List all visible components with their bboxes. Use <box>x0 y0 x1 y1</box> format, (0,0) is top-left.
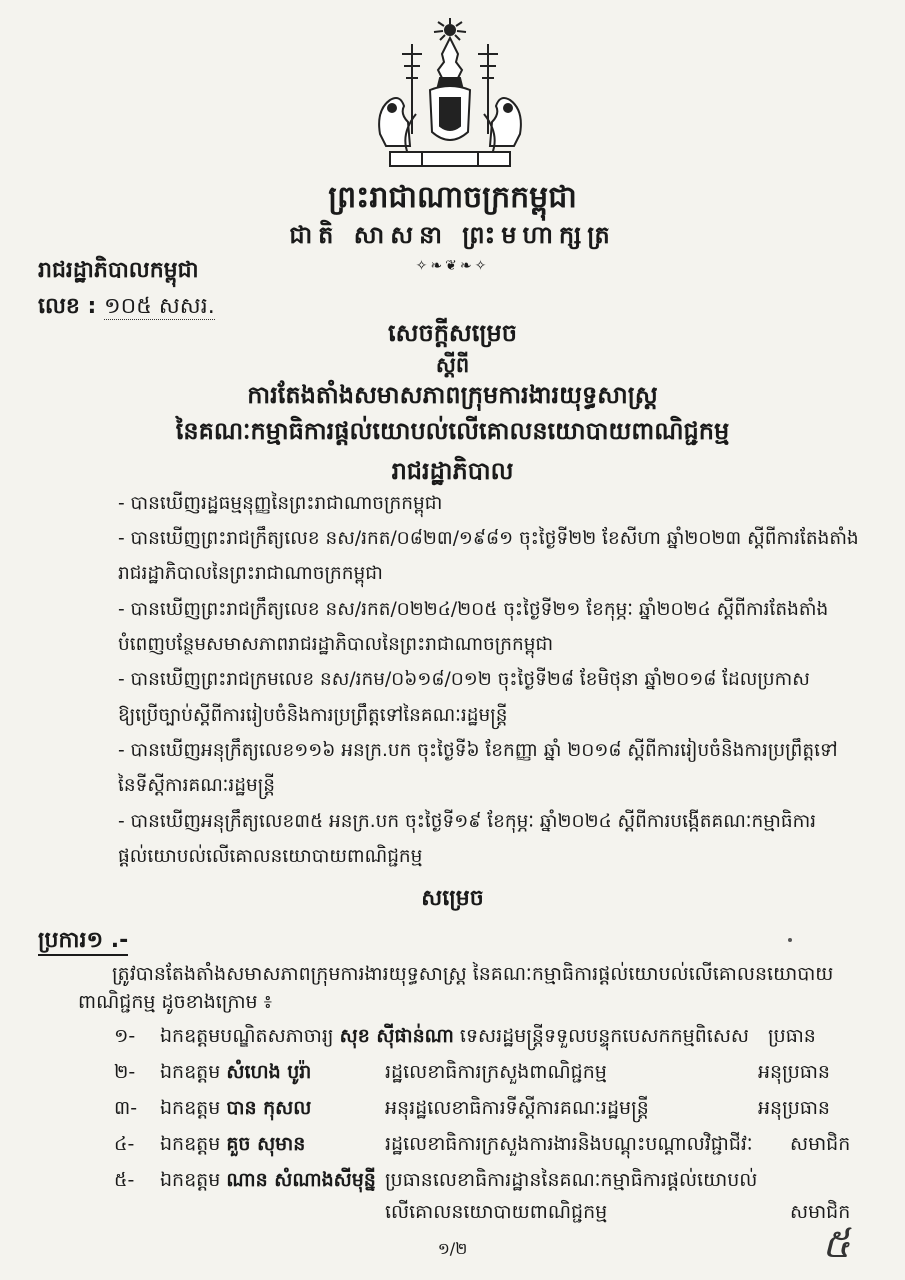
member-entry <box>160 1024 749 1052</box>
member-entry <box>160 1168 376 1196</box>
basis-line: - បានឃើញព្រះរាជក្រឹត្យលេខ នស/រកត/០២២៤/២០៥ ចុះថ្ងៃទី២១ ខែកុម្ភៈ ឆ្នាំ២០២៤ ស្តីពីការតែងតាំង <box>118 599 829 620</box>
member-name: បាន កុសល <box>226 1097 312 1119</box>
basis-line: ឱ្យប្រើច្បាប់ស្តីពីការរៀបចំនិងការប្រព្រឹត្តទៅនៃគណៈរដ្ឋមន្ត្រី <box>118 705 508 726</box>
basis-line: រាជរដ្ឋាភិបាលនៃព្រះរាជាណាចក្រកម្ពុជា <box>118 563 383 584</box>
government-name: រាជរដ្ឋាភិបាលកម្ពុជា <box>38 258 199 283</box>
member-title: ឯកឧត្តម <box>160 1097 221 1119</box>
article-label: ប្រការ១ .- <box>38 928 128 956</box>
member-position: សមាជិក <box>790 1201 851 1223</box>
ornament-divider: ✧❧❦❧✧ <box>415 258 490 274</box>
decides-heading: សម្រេច <box>421 886 484 911</box>
member-role: ទេសរដ្ឋមន្ត្រីទទួលបន្ទុកបេសកកម្មពិសេស <box>459 1025 750 1047</box>
basis-line: - បានឃើញរដ្ឋធម្មនុញ្ញនៃព្រះរាជាណាចក្រកម្ពុជា <box>118 493 443 514</box>
basis-line: បំពេញបន្ថែមសមាសភាពរាជរដ្ឋាភិបាលនៃព្រះរាជាណាចក្រកម្ពុជា <box>118 634 554 655</box>
handwritten-mark: ៥ <box>822 1221 851 1267</box>
member-role: រដ្ឋលេខាធិការក្រសួងពាណិជ្ជកម្ម <box>385 1061 607 1083</box>
member-title: ឯកឧត្តមបណ្ឌិតសភាចារ្យ <box>160 1025 334 1047</box>
member-position: សមាជិក <box>790 1133 851 1155</box>
member-position: អនុប្រធាន <box>758 1097 830 1119</box>
ink-dot <box>788 938 792 942</box>
ref-value: ១០៥ សសរ. <box>104 294 215 319</box>
page-number: ១/២ <box>437 1239 468 1258</box>
member-entry <box>160 1060 311 1088</box>
member-role: អនុរដ្ឋលេខាធិការទីស្តីការគណៈរដ្ឋមន្ត្រី <box>385 1097 649 1119</box>
basis-line: នៃទីស្តីការគណៈរដ្ឋមន្ត្រី <box>118 775 276 796</box>
member-role: រដ្ឋលេខាធិការក្រសួងការងារនិងបណ្តុះបណ្តាលវិជ្ជាជីវៈ <box>385 1133 753 1155</box>
ref-label: លេខ : <box>38 294 97 319</box>
member-number: ២- <box>114 1061 136 1083</box>
motto: ជាតិ សាសនា ព្រះមហាក្សត្រ <box>289 221 616 249</box>
member-position: អនុប្រធាន <box>758 1061 830 1083</box>
member-number: ៣- <box>114 1097 138 1119</box>
member-number: ៤- <box>114 1133 135 1155</box>
basis-line: - បានឃើញអនុក្រឹត្យលេខ១១៦ អនក្រ.បក ចុះថ្ងៃទី៦ ខែកញ្ញា ឆ្នាំ ២០១៨ ស្តីពីការរៀបចំនិងការប្រព្រឹត្តទៅ <box>118 740 838 761</box>
document-type: សេចក្តីសម្រេច <box>387 319 518 347</box>
member-role-continued: លើគោលនយោបាយពាណិជ្ជកម្ម <box>385 1201 608 1223</box>
article-text-line-1: ត្រូវបានតែងតាំងសមាសភាពក្រុមការងារយុទ្ធសាស្ត្រ នៃគណៈកម្មាធិការផ្តល់យោបល់លើគោលនយោបាយ <box>112 963 834 985</box>
member-position: ប្រធាន <box>768 1025 816 1047</box>
member-title: ឯកឧត្តម <box>160 1061 221 1083</box>
member-number: ១- <box>114 1025 136 1047</box>
member-name: ណាន សំណាងសីមុន្នី <box>226 1169 376 1191</box>
article-text-line-2: ពាណិជ្ជកម្ម ដូចខាងក្រោម ៖ <box>78 991 273 1013</box>
member-title: ឯកឧត្តម <box>160 1169 221 1191</box>
member-entry <box>160 1132 305 1160</box>
member-entry <box>160 1096 311 1124</box>
subject-line-2: នៃគណៈកម្មាធិការផ្តល់យោបល់លើគោលនយោបាយពាណិជ្ជកម្ម <box>175 417 730 445</box>
kingdom-title: ព្រះរាជាណាចក្រកម្ពុជា <box>328 180 577 215</box>
issuer: រាជរដ្ឋាភិបាល <box>391 457 514 485</box>
basis-line: - បានឃើញព្រះរាជក្រឹត្យលេខ នស/រកត/០៨២៣/១៩៨១ ចុះថ្ងៃទី២២ ខែសីហា ឆ្នាំ២០២៣ ស្តីពីការតែងតាំង <box>118 528 859 549</box>
about-label: ស្តីពី <box>435 353 470 377</box>
member-number: ៥- <box>114 1169 135 1191</box>
member-name: សុខ ស៊ីផាន់ណា <box>339 1025 454 1047</box>
member-name: គួច សុមាន <box>226 1133 306 1155</box>
basis-line: ផ្តល់យោបល់លើគោលនយោបាយពាណិជ្ជកម្ម <box>118 846 423 867</box>
royal-emblem-icon <box>360 14 540 172</box>
basis-line: - បានឃើញព្រះរាជក្រមលេខ នស/រកម/០៦១៨/០១២ ចុះថ្ងៃទី២៨ ខែមិថុនា ឆ្នាំ២០១៨ ដែលប្រកាស <box>118 669 810 690</box>
subject-line-1: ការតែងតាំងសមាសភាពក្រុមការងារយុទ្ធសាស្ត្រ <box>247 381 658 409</box>
basis-line: - បានឃើញអនុក្រឹត្យលេខ៣៥ អនក្រ.បក ចុះថ្ងៃទី១៩ ខែកុម្ភៈ ឆ្នាំ២០២៤ ស្តីពីការបង្កើតគណៈកម្មាធិការ <box>118 811 817 832</box>
member-name: សំហេង បូរ៉ា <box>226 1061 312 1083</box>
member-role: ប្រធានលេខាធិការដ្ឋាននៃគណៈកម្មាធិការផ្តល់យោបល់ <box>385 1169 758 1191</box>
member-title: ឯកឧត្តម <box>160 1133 221 1155</box>
